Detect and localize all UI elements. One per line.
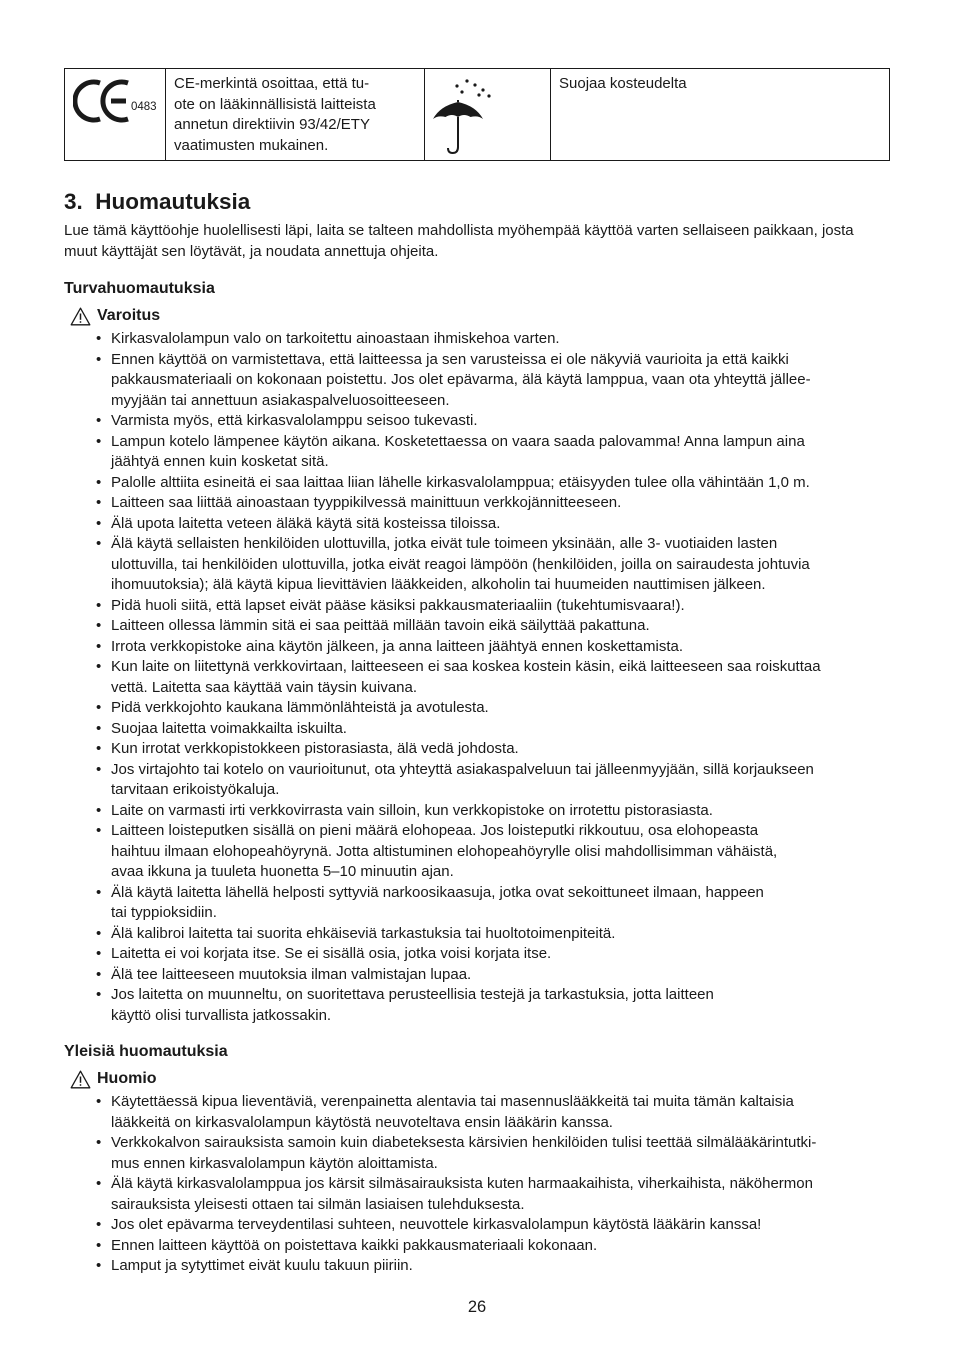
list-item: • Kun irrotat verkkopistokkeen pistorasiasta, älä vedä johdosta. <box>96 739 889 760</box>
warning-triangle-icon <box>70 307 91 326</box>
list-item: • Kun laite on liitettynä verkkovirtaan, laitteeseen ei saa koskea kostein käsin, eikä laitteeseen saa roiskuttaa vettä. Laitetta saa käyttää vain täysin kuivana. <box>96 657 889 698</box>
ce-description <box>166 69 425 161</box>
list-item: • Jos olet epävarma terveydentilasi suhteen, neuvottele kirkasvalolampun käytöstä lääkärin kanssa! <box>96 1215 889 1236</box>
list-item: • Varmista myös, että kirkasvalolamppu seisoo tukevasti. <box>96 411 889 432</box>
list-item: • Älä upota laitetta veteen äläkä käytä sitä kosteissa tiloissa. <box>96 514 889 535</box>
note-header <box>70 1068 889 1090</box>
list-item: • Käytettäessä kipua lieventäviä, verenpainetta alentavia tai masennuslääkkeitä tai muita tämän kaltaisia lääkkeitä on kirkasvalolampun käytöstä neuvoteltava ensin lääkärin kanssa. <box>96 1092 889 1133</box>
list-item: • Laitteen loisteputken sisällä on pieni määrä elohopeaa. Jos loisteputki rikkoutuu, osa elohopeasta haihtuu ilmaan elohopeahöyrynä. Jotta altistuminen elohopeahöyrylle olisi mahdollisimman vähäistä, avaa ikkuna ja tuuleta huonetta 5–10 minuutin ajan. <box>96 821 889 883</box>
ce-description-text: CE-merkintä osoittaa, että tu- ote on lääkinnällisistä laitteista annetun direktiivin 93/42/ETY vaatimusten mukainen. <box>174 75 376 154</box>
list-item: • Laitteen saa liittää ainoastaan tyyppikilvessä mainittuun verkkojännitteeseen. <box>96 493 889 514</box>
list-item: • Älä käytä kirkasvalolamppua jos kärsit silmäsairauksista kuten harmaakaihista, viherkaihista, näköhermon sairauksista yleisesti ottaen tai silmän lasiaisen tulehduksesta. <box>96 1174 889 1215</box>
safety-heading: Turvahuomautuksia <box>64 280 215 297</box>
list-item: • Pidä verkkojohto kaukana lämmönlähteistä ja avotulesta. <box>96 698 889 719</box>
notified-body-number: 0483 <box>131 101 157 113</box>
list-item: • Ennen käyttöä on varmistettava, että laitteessa ja sen varusteissa ei ole näkyviä vaurioita ja että kaikki pakkausmateriaali on kokonaan poistettu. Jos olet epävarma, älä käytä lamppua, vaan ota yhteyttä jällee- myyjään tai annettuun asiakaspalveluosoitteeseen. <box>96 350 889 412</box>
list-item: • Laite on varmasti irti verkkovirrasta vain silloin, kun verkkopistoke on irrotettu pistorasiasta. <box>96 801 889 822</box>
warning-header <box>70 305 889 327</box>
list-item: • Jos laitetta on muunneltu, on suoritettava perusteellisia testejä ja tarkastuksia, jotta laitteen käyttö olisi turvallista jatkossakin. <box>96 985 889 1026</box>
list-item: • Lamput ja sytyttimet eivät kuulu takuun piiriin. <box>96 1256 889 1277</box>
note-label: Huomio <box>97 1070 157 1087</box>
list-item: • Pidä huoli siitä, että lapset eivät pääse käsiksi pakkausmateriaaliin (tukehtumisvaara!). <box>96 596 889 617</box>
ce-mark-icon <box>73 77 135 130</box>
list-item: • Laitteen ollessa lämmin sitä ei saa peittää millään tavoin eikä säilyttää pakattuna. <box>96 616 889 637</box>
umbrella-cell <box>425 69 551 161</box>
list-item: • Irrota verkkopistoke aina käytön jälkeen, ja anna laitteen jäähtyä ennen koskettamista. <box>96 637 889 658</box>
general-heading: Yleisiä huomautuksia <box>64 1043 228 1060</box>
list-item: • Älä kalibroi laitetta tai suorita ehkäiseviä tarkastuksia tai huoltotoimenpiteitä. <box>96 924 889 945</box>
list-item: • Palolle alttiita esineitä ei saa laittaa liian lähelle kirkasvalolamppua; etäisyyden tulee olla vähintään 1,0 m. <box>96 473 889 494</box>
list-item: • Ennen laitteen käyttöä on poistettava kaikki pakkausmateriaali kokonaan. <box>96 1236 889 1257</box>
list-item: • Älä käytä laitetta lähellä helposti syttyviä narkoosikaasuja, jotka ovat sekoittuneet ilmaan, happeen tai typpioksidiin. <box>96 883 889 924</box>
warning-triangle-icon <box>70 1070 91 1089</box>
general-list <box>64 1092 889 1277</box>
warning-label: Varoitus <box>97 307 161 324</box>
umbrella-description-text: Suojaa kosteudelta <box>559 75 687 92</box>
list-item: • Suojaa laitetta voimakkailta iskuilta. <box>96 719 889 740</box>
symbols-table <box>64 68 890 161</box>
manual-page <box>64 68 889 1277</box>
list-item: • Verkkokalvon sairauksista samoin kuin diabeteksesta kärsivien henkilöiden tulisi teettää silmälääkärintutki- mus ennen kirkasvalolampun käytön aloittamista. <box>96 1133 889 1174</box>
list-item: • Lampun kotelo lämpenee käytön aikana. Kosketettaessa on vaara saada palovamma! Anna lampun aina jäähtyä ennen kuin kosketat sitä. <box>96 432 889 473</box>
safety-list <box>64 329 889 1026</box>
list-item: • Kirkasvalolampun valo on tarkoitettu ainoastaan ihmiskehoa varten. <box>96 329 889 350</box>
list-item: • Älä käytä sellaisten henkilöiden ulottuvilla, jotka eivät tule toimeen yksinään, alle 3- vuotiaiden lasten ulottuvilla, tai henkilöiden ulottuvilla, jotka eivät reagoi lämpöön (henkilöiden, joilla on sairaudesta johtuvia ihomuutoksia); älä käytä kipua lievittävien lääkkeiden, alkoholin tai huumeiden nauttimisen jälkeen. <box>96 534 889 596</box>
section-title: 3. Huomautuksia <box>64 189 251 214</box>
section-intro: Lue tämä käyttöohje huolellisesti läpi, laita se talteen mahdollista myöhempää käyttöä varten sellaiseen paikkaan, josta muut käyttäjät sen löytävät, ja noudata annettuja ohjeita. <box>64 222 854 260</box>
list-item: • Laitetta ei voi korjata itse. Se ei sisällä osia, jotka voisi korjata itse. <box>96 944 889 965</box>
umbrella-description <box>551 69 890 161</box>
umbrella-rain-icon <box>431 75 501 160</box>
list-item: • Älä tee laitteeseen muutoksia ilman valmistajan lupaa. <box>96 965 889 986</box>
ce-mark-cell <box>65 69 166 161</box>
page-number: 26 <box>467 1298 487 1316</box>
list-item: • Jos virtajohto tai kotelo on vaurioitunut, ota yhteyttä asiakaspalveluun tai jälleenmyyjään, sillä korjaukseen tarvitaan erikoistyökaluja. <box>96 760 889 801</box>
